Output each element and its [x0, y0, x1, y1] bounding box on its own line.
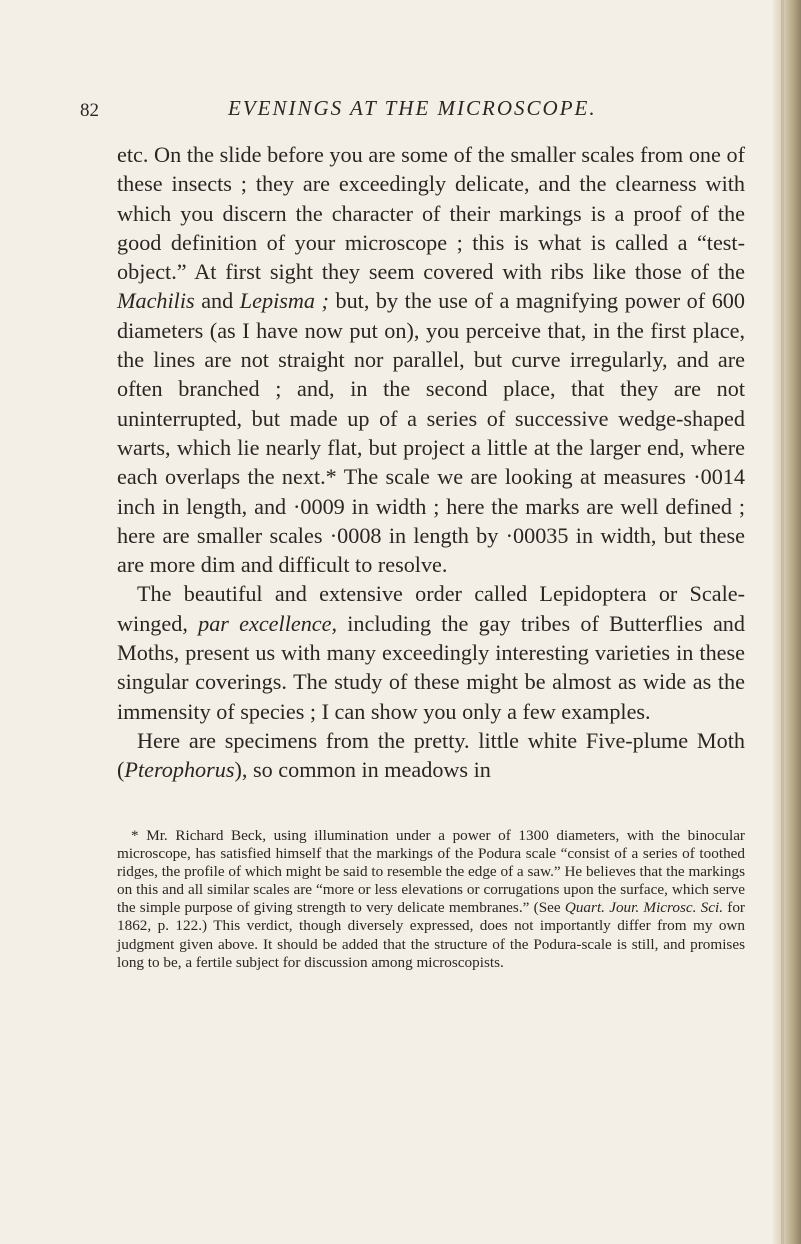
paragraph-text: and [194, 288, 240, 314]
paragraph-text: The beautiful and extensive order called Lepidoptera or Scale-winged, [117, 581, 745, 636]
footnote-text [117, 827, 745, 972]
paragraph-1 [117, 140, 745, 579]
page-header [80, 96, 730, 126]
footnote-segment: for 1862, p. 122.) This verdict, though diversely expressed, does not importantly differ from my own judgment given above. It should be added that the structure of the Podura-scale is still, and promises long to be, a fertile subject for discussion among microscopists. [117, 899, 745, 971]
running-head: EVENINGS AT THE MICROSCOPE. [228, 96, 597, 120]
paragraph-2 [117, 579, 745, 725]
page-number: 82 [80, 100, 99, 121]
italic-term-pterophorus: Pterophorus [124, 757, 235, 783]
paragraph-text: but, by the use of a magnifying power of 600 diameters (as I have now put on), you perceive that, in the first place, the lines are not straight nor parallel, but curve irregularly, and are often branched ; and, in the second place, that they are not uninterrupted, but made up of a series of successive wedge-shaped warts, which lie nearly flat, but project a little at the larger end, where each overlaps the next.* The scale we are looking at measures ·0014 inch in length, and ·0009 in width ; here the marks are well defined ; here are smaller scales ·0008 in length by ·00035 in width, but these are more dim and difficult to resolve. [117, 288, 745, 578]
paragraph-3 [117, 726, 745, 785]
italic-citation: Quart. Jour. Microsc. Sci. [564, 899, 724, 917]
italic-term-machilis: Machilis [117, 288, 195, 314]
paragraph-text: etc. On the slide before you are some of the smaller scales from one of these insects ; they are exceedingly delicate, and the clearness with which you discern the character of their markings is a proof of the good definition of your microscope ; this is what is called a “test-object.” At first sight they seem covered with ribs like those of the [117, 142, 745, 285]
footnote-segment: * Mr. Richard Beck, using illumination under a power of 1300 diameters, with the binocular microscope, has satisfied himself that the markings of the Podura scale “consist of a series of toothed ridges, the profile of which might be said to resemble the edge of a saw.” He believes that the markings on this and all similar scales are “more or less elevations or corrugations upon the surface, which serve the simple purpose of giving strength to very delicate membranes.” (See [117, 827, 745, 917]
paragraph-text: ), so common in meadows in [234, 757, 491, 783]
body-text [117, 140, 745, 785]
paragraph-text: including the gay tribes of Butterflies and Moths, present us with many exceedingly interesting varieties in these singular coverings. The study of these might be almost as wide as the immensity of species ; I can show you only a few examples. [117, 610, 745, 724]
page-edge-shadow [773, 0, 801, 1244]
italic-phrase-par-excellence: par excellence, [198, 610, 338, 636]
italic-term-lepisma: Lepisma ; [239, 288, 329, 314]
paragraph-text: Here are specimens from the pretty. little white Five-plume Moth ( [117, 727, 745, 783]
footnote [117, 827, 745, 972]
